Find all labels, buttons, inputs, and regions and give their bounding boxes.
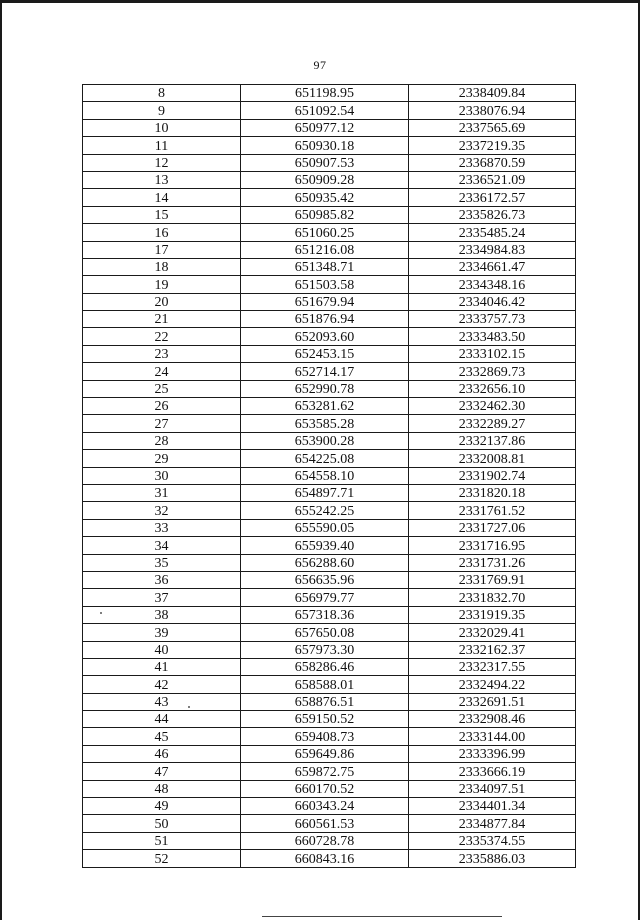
x-coordinate-cell: 659872.75 bbox=[241, 763, 409, 780]
x-coordinate-cell: 652990.78 bbox=[241, 380, 409, 397]
y-coordinate-cell: 2333102.15 bbox=[409, 345, 576, 362]
y-coordinate-cell: 2332691.51 bbox=[409, 693, 576, 710]
y-coordinate-cell: 2332029.41 bbox=[409, 624, 576, 641]
point-number-cell: 27 bbox=[83, 415, 241, 432]
y-coordinate-cell: 2332162.37 bbox=[409, 641, 576, 658]
x-coordinate-cell: 655939.40 bbox=[241, 537, 409, 554]
y-coordinate-cell: 2331902.74 bbox=[409, 467, 576, 484]
point-number-cell: 30 bbox=[83, 467, 241, 484]
x-coordinate-cell: 654225.08 bbox=[241, 450, 409, 467]
point-number-cell: 40 bbox=[83, 641, 241, 658]
point-number-cell: 17 bbox=[83, 241, 241, 258]
table-row bbox=[83, 484, 576, 501]
table-row bbox=[83, 537, 576, 554]
point-number-cell: 51 bbox=[83, 832, 241, 849]
table-row bbox=[83, 763, 576, 780]
table-row bbox=[83, 311, 576, 328]
coordinate-table bbox=[82, 84, 576, 868]
y-coordinate-cell: 2335886.03 bbox=[409, 850, 576, 867]
y-coordinate-cell: 2331716.95 bbox=[409, 537, 576, 554]
point-number-cell: 36 bbox=[83, 571, 241, 588]
y-coordinate-cell: 2334046.42 bbox=[409, 293, 576, 310]
x-coordinate-cell: 660561.53 bbox=[241, 815, 409, 832]
point-number-cell: 39 bbox=[83, 624, 241, 641]
y-coordinate-cell: 2331731.26 bbox=[409, 554, 576, 571]
table-row bbox=[83, 171, 576, 188]
page-edge-left bbox=[0, 0, 2, 920]
table-row bbox=[83, 780, 576, 797]
x-coordinate-cell: 655590.05 bbox=[241, 519, 409, 536]
y-coordinate-cell: 2332869.73 bbox=[409, 363, 576, 380]
x-coordinate-cell: 650977.12 bbox=[241, 119, 409, 136]
y-coordinate-cell: 2337565.69 bbox=[409, 119, 576, 136]
x-coordinate-cell: 651198.95 bbox=[241, 85, 409, 102]
y-coordinate-cell: 2334661.47 bbox=[409, 258, 576, 275]
x-coordinate-cell: 651876.94 bbox=[241, 311, 409, 328]
point-number-cell: 42 bbox=[83, 676, 241, 693]
table-row bbox=[83, 137, 576, 154]
page-number: 97 bbox=[313, 58, 327, 72]
table-row bbox=[83, 693, 576, 710]
x-coordinate-cell: 654558.10 bbox=[241, 467, 409, 484]
x-coordinate-cell: 652714.17 bbox=[241, 363, 409, 380]
scan-speck bbox=[100, 612, 102, 614]
y-coordinate-cell: 2335374.55 bbox=[409, 832, 576, 849]
x-coordinate-cell: 659649.86 bbox=[241, 745, 409, 762]
point-number-cell: 47 bbox=[83, 763, 241, 780]
table-row bbox=[83, 432, 576, 449]
scan-edge-line bbox=[262, 916, 502, 917]
point-number-cell: 26 bbox=[83, 398, 241, 415]
y-coordinate-cell: 2336521.09 bbox=[409, 171, 576, 188]
point-number-cell: 15 bbox=[83, 206, 241, 223]
table-row bbox=[83, 589, 576, 606]
x-coordinate-cell: 657650.08 bbox=[241, 624, 409, 641]
point-number-cell: 21 bbox=[83, 311, 241, 328]
table-row bbox=[83, 519, 576, 536]
x-coordinate-cell: 650907.53 bbox=[241, 154, 409, 171]
x-coordinate-cell: 653281.62 bbox=[241, 398, 409, 415]
point-number-cell: 9 bbox=[83, 102, 241, 119]
y-coordinate-cell: 2334348.16 bbox=[409, 276, 576, 293]
x-coordinate-cell: 650930.18 bbox=[241, 137, 409, 154]
x-coordinate-cell: 651679.94 bbox=[241, 293, 409, 310]
y-coordinate-cell: 2334097.51 bbox=[409, 780, 576, 797]
x-coordinate-cell: 660343.24 bbox=[241, 798, 409, 815]
point-number-cell: 23 bbox=[83, 345, 241, 362]
x-coordinate-cell: 653585.28 bbox=[241, 415, 409, 432]
point-number-cell: 25 bbox=[83, 380, 241, 397]
x-coordinate-cell: 657973.30 bbox=[241, 641, 409, 658]
table-row bbox=[83, 398, 576, 415]
point-number-cell: 41 bbox=[83, 658, 241, 675]
y-coordinate-cell: 2332656.10 bbox=[409, 380, 576, 397]
y-coordinate-cell: 2333757.73 bbox=[409, 311, 576, 328]
y-coordinate-cell: 2333666.19 bbox=[409, 763, 576, 780]
point-number-cell: 50 bbox=[83, 815, 241, 832]
x-coordinate-cell: 652093.60 bbox=[241, 328, 409, 345]
x-coordinate-cell: 653900.28 bbox=[241, 432, 409, 449]
y-coordinate-cell: 2338076.94 bbox=[409, 102, 576, 119]
y-coordinate-cell: 2332137.86 bbox=[409, 432, 576, 449]
point-number-cell: 43 bbox=[83, 693, 241, 710]
point-number-cell: 20 bbox=[83, 293, 241, 310]
table-row bbox=[83, 606, 576, 623]
x-coordinate-cell: 650985.82 bbox=[241, 206, 409, 223]
x-coordinate-cell: 658286.46 bbox=[241, 658, 409, 675]
x-coordinate-cell: 651348.71 bbox=[241, 258, 409, 275]
x-coordinate-cell: 657318.36 bbox=[241, 606, 409, 623]
y-coordinate-cell: 2333483.50 bbox=[409, 328, 576, 345]
x-coordinate-cell: 651060.25 bbox=[241, 224, 409, 241]
x-coordinate-cell: 654897.71 bbox=[241, 484, 409, 501]
y-coordinate-cell: 2331727.06 bbox=[409, 519, 576, 536]
x-coordinate-cell: 652453.15 bbox=[241, 345, 409, 362]
y-coordinate-cell: 2331761.52 bbox=[409, 502, 576, 519]
table-row bbox=[83, 850, 576, 867]
table-row bbox=[83, 154, 576, 171]
table-row bbox=[83, 328, 576, 345]
y-coordinate-cell: 2336870.59 bbox=[409, 154, 576, 171]
x-coordinate-cell: 651216.08 bbox=[241, 241, 409, 258]
table-row bbox=[83, 119, 576, 136]
y-coordinate-cell: 2332317.55 bbox=[409, 658, 576, 675]
page-edge-top bbox=[0, 0, 640, 3]
table-row bbox=[83, 276, 576, 293]
y-coordinate-cell: 2331919.35 bbox=[409, 606, 576, 623]
point-number-cell: 44 bbox=[83, 711, 241, 728]
y-coordinate-cell: 2333396.99 bbox=[409, 745, 576, 762]
point-number-cell: 8 bbox=[83, 85, 241, 102]
table-row bbox=[83, 415, 576, 432]
point-number-cell: 29 bbox=[83, 450, 241, 467]
y-coordinate-cell: 2331769.91 bbox=[409, 571, 576, 588]
point-number-cell: 48 bbox=[83, 780, 241, 797]
y-coordinate-cell: 2334401.34 bbox=[409, 798, 576, 815]
x-coordinate-cell: 650909.28 bbox=[241, 171, 409, 188]
x-coordinate-cell: 650935.42 bbox=[241, 189, 409, 206]
x-coordinate-cell: 655242.25 bbox=[241, 502, 409, 519]
table-row bbox=[83, 571, 576, 588]
table-row bbox=[83, 380, 576, 397]
table-row bbox=[83, 745, 576, 762]
y-coordinate-cell: 2332908.46 bbox=[409, 711, 576, 728]
point-number-cell: 34 bbox=[83, 537, 241, 554]
point-number-cell: 45 bbox=[83, 728, 241, 745]
point-number-cell: 12 bbox=[83, 154, 241, 171]
x-coordinate-cell: 660728.78 bbox=[241, 832, 409, 849]
point-number-cell: 14 bbox=[83, 189, 241, 206]
table-row bbox=[83, 467, 576, 484]
x-coordinate-cell: 660843.16 bbox=[241, 850, 409, 867]
table-row bbox=[83, 728, 576, 745]
table-row bbox=[83, 293, 576, 310]
point-number-cell: 24 bbox=[83, 363, 241, 380]
point-number-cell: 31 bbox=[83, 484, 241, 501]
point-number-cell: 19 bbox=[83, 276, 241, 293]
y-coordinate-cell: 2337219.35 bbox=[409, 137, 576, 154]
y-coordinate-cell: 2333144.00 bbox=[409, 728, 576, 745]
point-number-cell: 35 bbox=[83, 554, 241, 571]
point-number-cell: 11 bbox=[83, 137, 241, 154]
point-number-cell: 49 bbox=[83, 798, 241, 815]
table-row bbox=[83, 258, 576, 275]
x-coordinate-cell: 651503.58 bbox=[241, 276, 409, 293]
table-row bbox=[83, 224, 576, 241]
x-coordinate-cell: 658588.01 bbox=[241, 676, 409, 693]
x-coordinate-cell: 660170.52 bbox=[241, 780, 409, 797]
y-coordinate-cell: 2336172.57 bbox=[409, 189, 576, 206]
point-number-cell: 37 bbox=[83, 589, 241, 606]
point-number-cell: 46 bbox=[83, 745, 241, 762]
point-number-cell: 16 bbox=[83, 224, 241, 241]
y-coordinate-cell: 2334984.83 bbox=[409, 241, 576, 258]
point-number-cell: 52 bbox=[83, 850, 241, 867]
table-row bbox=[83, 502, 576, 519]
table-row bbox=[83, 624, 576, 641]
table-row bbox=[83, 363, 576, 380]
table-row bbox=[83, 450, 576, 467]
point-number-cell: 38 bbox=[83, 606, 241, 623]
table-row bbox=[83, 658, 576, 675]
table-row bbox=[83, 189, 576, 206]
point-number-cell: 18 bbox=[83, 258, 241, 275]
y-coordinate-cell: 2335485.24 bbox=[409, 224, 576, 241]
y-coordinate-cell: 2331820.18 bbox=[409, 484, 576, 501]
x-coordinate-cell: 659150.52 bbox=[241, 711, 409, 728]
point-number-cell: 10 bbox=[83, 119, 241, 136]
point-number-cell: 28 bbox=[83, 432, 241, 449]
y-coordinate-cell: 2332008.81 bbox=[409, 450, 576, 467]
table-row bbox=[83, 554, 576, 571]
y-coordinate-cell: 2334877.84 bbox=[409, 815, 576, 832]
table-row bbox=[83, 711, 576, 728]
x-coordinate-cell: 656635.96 bbox=[241, 571, 409, 588]
x-coordinate-cell: 651092.54 bbox=[241, 102, 409, 119]
table-row bbox=[83, 676, 576, 693]
point-number-cell: 13 bbox=[83, 171, 241, 188]
y-coordinate-cell: 2332462.30 bbox=[409, 398, 576, 415]
table-row bbox=[83, 206, 576, 223]
x-coordinate-cell: 656288.60 bbox=[241, 554, 409, 571]
table-row bbox=[83, 85, 576, 102]
table-row bbox=[83, 345, 576, 362]
table-row bbox=[83, 102, 576, 119]
coordinate-table-body bbox=[83, 85, 576, 868]
point-number-cell: 22 bbox=[83, 328, 241, 345]
table-row bbox=[83, 832, 576, 849]
x-coordinate-cell: 659408.73 bbox=[241, 728, 409, 745]
table-row bbox=[83, 798, 576, 815]
x-coordinate-cell: 656979.77 bbox=[241, 589, 409, 606]
y-coordinate-cell: 2335826.73 bbox=[409, 206, 576, 223]
scan-speck bbox=[188, 706, 190, 708]
point-number-cell: 32 bbox=[83, 502, 241, 519]
table-row bbox=[83, 241, 576, 258]
y-coordinate-cell: 2338409.84 bbox=[409, 85, 576, 102]
y-coordinate-cell: 2331832.70 bbox=[409, 589, 576, 606]
table-row bbox=[83, 815, 576, 832]
point-number-cell: 33 bbox=[83, 519, 241, 536]
table-row bbox=[83, 641, 576, 658]
x-coordinate-cell: 658876.51 bbox=[241, 693, 409, 710]
y-coordinate-cell: 2332494.22 bbox=[409, 676, 576, 693]
y-coordinate-cell: 2332289.27 bbox=[409, 415, 576, 432]
